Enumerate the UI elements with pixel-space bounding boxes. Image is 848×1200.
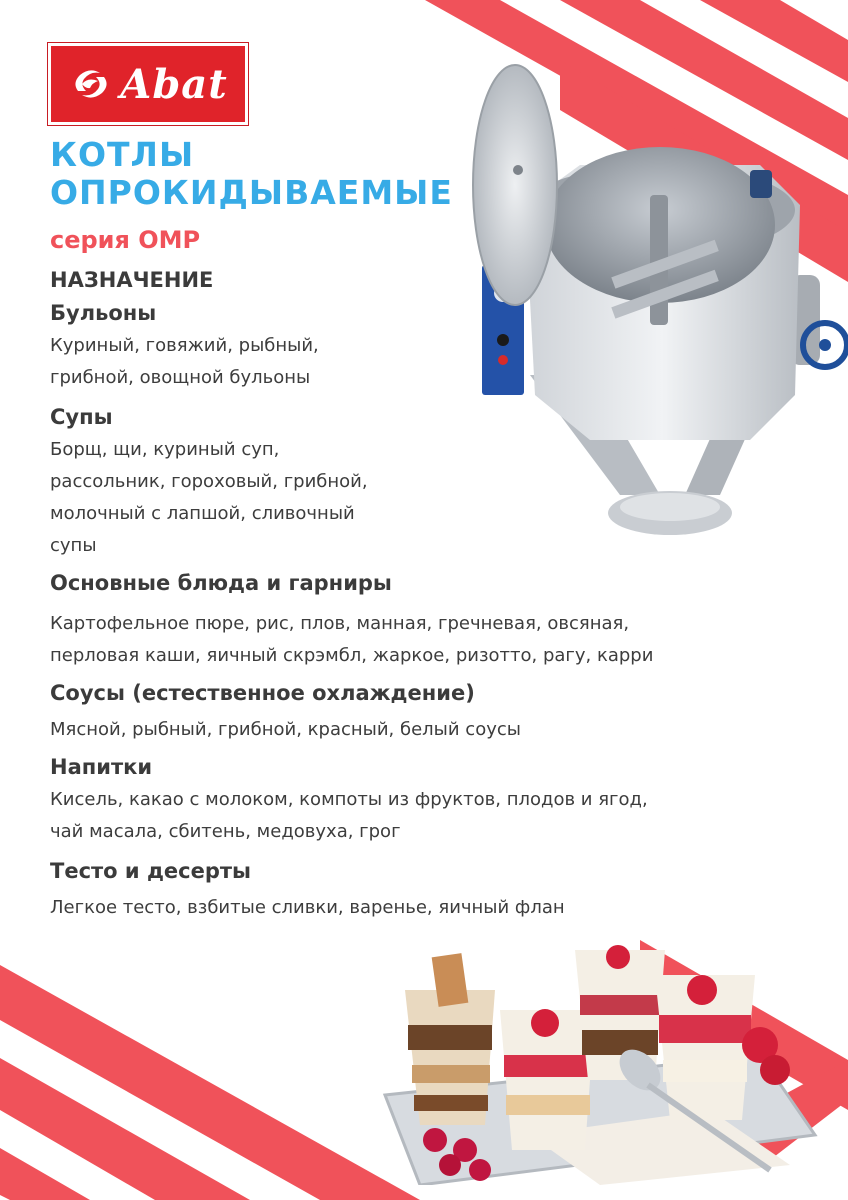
purpose-heading: НАЗНАЧЕНИЕ — [50, 268, 214, 292]
section-broths — [50, 298, 820, 394]
text-line: супы — [50, 535, 97, 556]
section-title: Напитки — [50, 755, 153, 779]
text-line: Легкое тесто, взбитые сливки, варенье, яичный флан — [50, 897, 565, 918]
abat-logo — [48, 43, 248, 125]
section-title: Тесто и десерты — [50, 859, 252, 883]
content — [50, 268, 820, 924]
section-drinks — [50, 752, 820, 848]
section-title: Бульоны — [50, 301, 157, 325]
page-title — [50, 136, 453, 212]
section-title: Супы — [50, 405, 113, 429]
section-title: Основные блюда и гарниры — [50, 571, 392, 595]
section-text — [50, 892, 820, 924]
section-text — [50, 784, 820, 848]
text-line: Мясной, рыбный, грибной, красный, белый соусы — [50, 719, 521, 740]
desserts-image — [380, 935, 820, 1185]
text-line: рассольник, гороховый, грибной, — [50, 471, 368, 492]
text-line: Куриный, говяжий, рыбный, — [50, 335, 319, 356]
section-title: Соусы (естественное охлаждение) — [50, 681, 475, 705]
text-line: Борщ, щи, куриный суп, — [50, 439, 280, 460]
section-text — [50, 714, 820, 746]
section-sauces — [50, 678, 820, 746]
section-text — [50, 330, 820, 394]
abat-swirl-icon — [68, 61, 114, 107]
text-line: молочный с лапшой, сливочный — [50, 503, 355, 524]
section-main-dishes — [50, 568, 820, 672]
logo-text: Abat — [120, 60, 228, 108]
section-dough-desserts — [50, 856, 820, 924]
text-line: Кисель, какао с молоком, компоты из фруктов, плодов и ягод, — [50, 789, 648, 810]
series-subtitle: серия ОМР — [50, 226, 201, 254]
title-line-2: ОПРОКИДЫВАЕМЫЕ — [50, 173, 453, 212]
section-text — [50, 434, 820, 562]
section-soups — [50, 402, 820, 562]
text-line: чай масала, сбитень, медовуха, грог — [50, 821, 401, 842]
title-line-1: КОТЛЫ — [50, 135, 195, 174]
section-text — [50, 608, 820, 672]
text-line: Картофельное пюре, рис, плов, манная, гречневая, овсяная, — [50, 613, 630, 634]
text-line: грибной, овощной бульоны — [50, 367, 311, 388]
text-line: перловая каши, яичный скрэмбл, жаркое, ризотто, рагу, карри — [50, 645, 654, 666]
